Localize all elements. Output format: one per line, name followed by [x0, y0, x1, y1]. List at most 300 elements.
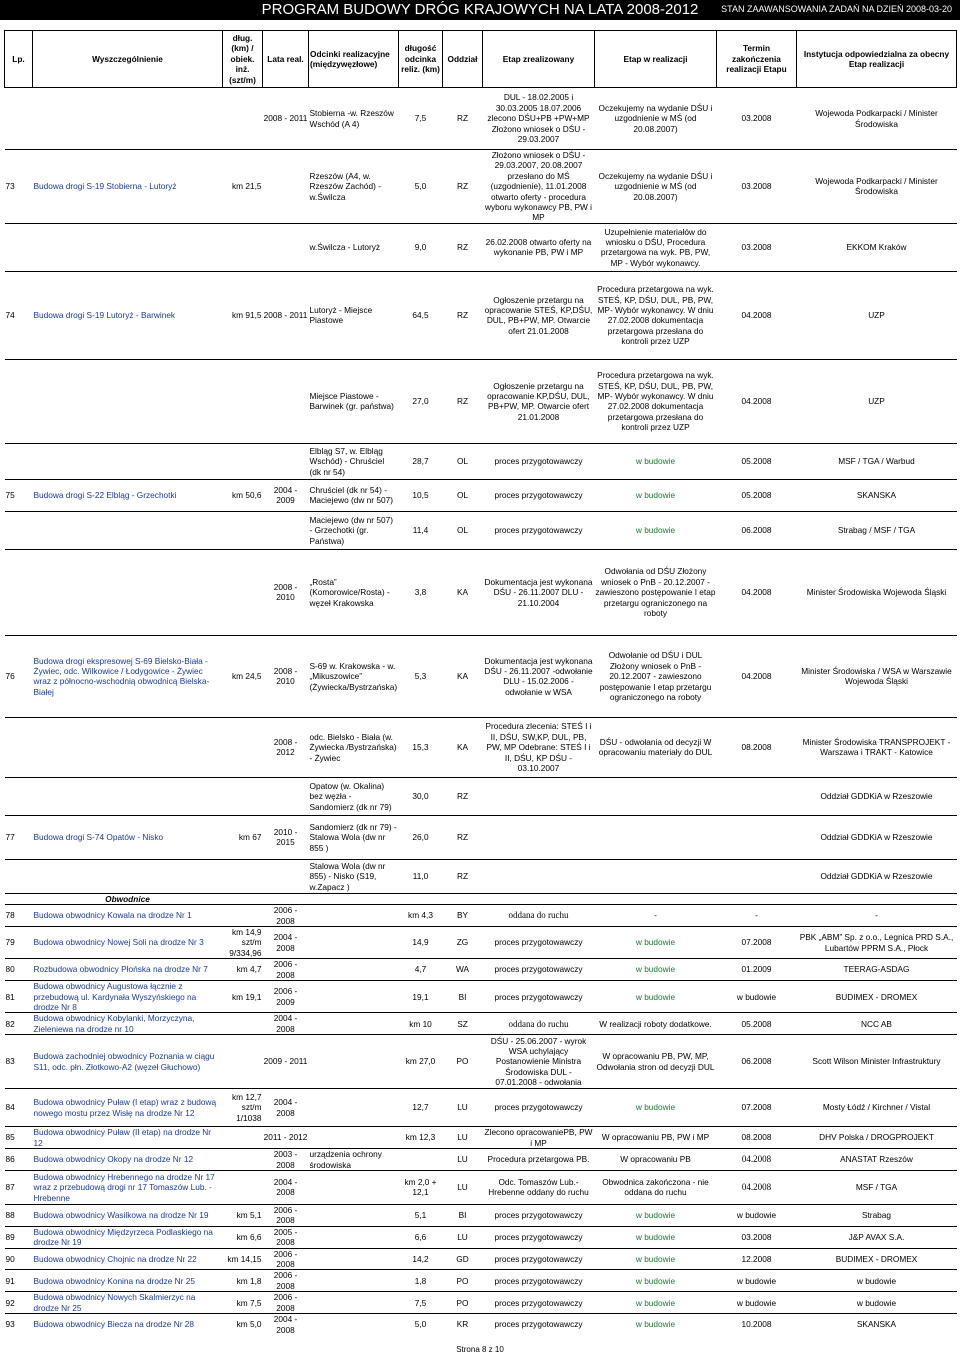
table-row [5, 981, 957, 1013]
cell-branch: KR [443, 1314, 483, 1335]
cell-name [33, 359, 223, 443]
cell-length [223, 717, 263, 777]
cell-length: km 21,5 [223, 150, 263, 224]
table-row [5, 893, 957, 904]
cell-stage-done: Ogłoszenie przetargu na opracowanie KP,DŚU, DUL, PB+PW, MP. Otwarcie ofert 21.01.2008 [483, 359, 595, 443]
cell-deadline: w budowie [717, 1204, 797, 1226]
cell-years [263, 777, 309, 815]
cell-years: 2008 - 2011 [263, 271, 309, 359]
cell-name: Budowa drogi ekspresowej S-69 Bielsko-Biała - Żywiec, odc. Wilkowice / Łodygowice - Żywiec wraz z północno-wschodnią obwodnicą Bielska-Białej [33, 635, 223, 717]
cell-name [33, 511, 223, 549]
table-body [5, 88, 957, 1336]
cell-lp: 83 [5, 1035, 33, 1089]
report-header-bar [0, 0, 960, 20]
cell-deadline: 04.2008 [717, 1149, 797, 1171]
cell-stage-current [595, 815, 717, 859]
cell-deadline: 03.2008 [717, 1226, 797, 1248]
cell-name: Budowa obwodnicy Puław (II etap) na drodze Nr 12 [33, 1127, 223, 1149]
cell-segment: Elbląg S7, w. Elbląg Wschód) - Chruściel (dk nr 54) [309, 443, 399, 479]
cell-years: 2008 - 2011 [263, 88, 309, 150]
cell-stage-current: w budowie [595, 1270, 717, 1292]
cell-name: Budowa obwodnicy Kobylanki, Morzyczyna, Zieleniewa na drodze nr 10 [33, 1013, 223, 1035]
cell-segment-length: 5,0 [399, 1314, 443, 1335]
cell-stage-done: Ogłoszenie przetargu na opracowanie STEŚ, KP,DŚU, DUL, PB+PW, MP. Otwarcie ofert 21.01.2008 [483, 271, 595, 359]
cell-segment [309, 1127, 399, 1149]
cell-stage-current: Uzupełnienie materiałów do wniosku o DŚU, Procedura przetargowa na wyk. PB, PW, MP - Wybór wykonawcy. [595, 223, 717, 271]
cell-stage-done: Dokumentacja jest wykonana DŚU - 26.11.2007 -odwołanie DLU - 15.02.2006 - odwołanie w WSA [483, 635, 595, 717]
table-row [5, 511, 957, 549]
table-row [5, 1089, 957, 1127]
cell-stage-done [483, 815, 595, 859]
cell-segment-length: 26,0 [399, 815, 443, 859]
cell-branch: KA [443, 635, 483, 717]
cell-stage-done: Procedura przetargowa PB. [483, 1149, 595, 1171]
cell-deadline [717, 815, 797, 859]
cell-name: Budowa drogi S-19 Stobierna - Lutoryż [33, 150, 223, 224]
table-row [5, 1170, 957, 1204]
cell-years: 2004 - 2008 [263, 1013, 309, 1035]
cell-segment-length: 4,7 [399, 959, 443, 981]
cell-years: 2006 - 2008 [263, 1248, 309, 1270]
cell-years: 2006 - 2008 [263, 905, 309, 927]
cell-segment-length [399, 1149, 443, 1171]
cell-institution: UZP [797, 359, 957, 443]
cell-segment-length: 14,9 [399, 927, 443, 959]
cell-institution: ANASTAT Rzeszów [797, 1149, 957, 1171]
cell-lp [5, 359, 33, 443]
cell-segment [309, 1204, 399, 1226]
cell-stage-current: w budowie [595, 1292, 717, 1314]
cell-years: 2006 - 2008 [263, 1204, 309, 1226]
cell-length: km 24,5 [223, 635, 263, 717]
cell-deadline: 06.2008 [717, 1035, 797, 1089]
cell-stage-current: w budowie [595, 1204, 717, 1226]
cell-branch: WA [443, 959, 483, 981]
cell-lp: 89 [5, 1226, 33, 1248]
cell-length [223, 549, 263, 635]
cell-stage-done: 26.02.2008 otwarto oferty na wykonanie PB, PW i MP [483, 223, 595, 271]
cell-years: 2008 - 2010 [263, 549, 309, 635]
cell-stage-current: Odwołanie od DŚU i DUL Złożony wniosek o PnB - 20.12.2007 - zawieszono postępowanie I etap przetargu ograniczonego na roboty [595, 635, 717, 717]
cell-branch: RZ [443, 88, 483, 150]
cell-segment-length: 1,8 [399, 1270, 443, 1292]
cell-length: km 14,9 szt/m 9/334,96 [223, 927, 263, 959]
cell-name: Budowa obwodnicy Wasilkowa na drodze Nr 19 [33, 1204, 223, 1226]
cell-branch: LU [443, 1170, 483, 1204]
cell-years [263, 511, 309, 549]
cell-institution: w budowie [797, 1292, 957, 1314]
cell-length [223, 511, 263, 549]
cell-segment: Maciejewo (dw nr 507) - Grzechotki (gr. Państwa) [309, 511, 399, 549]
cell-segment: odc. Bielsko - Biała (w. Żywiecka /Bystrzańska) - Żywiec [309, 717, 399, 777]
table-row [5, 1149, 957, 1171]
cell-years [263, 443, 309, 479]
cell-length: km 14,15 [223, 1248, 263, 1270]
cell-length [223, 859, 263, 893]
cell-stage-current: w budowie [595, 443, 717, 479]
cell-institution: PBK „ABM” Sp. z o.o., Legnica PRD S.A., Lubartów PPRM S.A., Płock [797, 927, 957, 959]
table-row [5, 1035, 957, 1089]
cell-length [223, 1170, 263, 1204]
cell-length [223, 905, 263, 927]
column-header: długość odcinka reliz. (km) [399, 31, 443, 88]
cell-lp [5, 777, 33, 815]
cell-lp: 80 [5, 959, 33, 981]
cell-institution: J&P AVAX S.A. [797, 1226, 957, 1248]
cell-segment-length: 10,5 [399, 479, 443, 511]
cell-deadline: 07.2008 [717, 927, 797, 959]
cell-deadline: 05.2008 [717, 443, 797, 479]
cell-branch: LU [443, 1127, 483, 1149]
cell-deadline: w budowie [717, 1270, 797, 1292]
cell-branch: BY [443, 905, 483, 927]
cell-name: Budowa obwodnicy Konina na drodze Nr 25 [33, 1270, 223, 1292]
cell-length: km 67 [223, 815, 263, 859]
cell-institution: Strabag [797, 1204, 957, 1226]
cell-name [33, 549, 223, 635]
cell-institution: DHV Polska / DROGPROJEKT [797, 1127, 957, 1149]
cell-segment-length: 9,0 [399, 223, 443, 271]
section-label: Obwodnice [33, 893, 223, 904]
cell-name: Budowa obwodnicy Chojnic na drodze Nr 22 [33, 1248, 223, 1270]
cell-deadline: 04.2008 [717, 635, 797, 717]
cell-stage-done: proces przygotowawczy [483, 1226, 595, 1248]
cell-institution: - [797, 905, 957, 927]
cell-segment-length: 5,3 [399, 635, 443, 717]
cell-segment: w.Świlcza - Lutoryż [309, 223, 399, 271]
cell-branch: RZ [443, 359, 483, 443]
cell-deadline: 08.2008 [717, 717, 797, 777]
cell-institution: Oddział GDDKiA w Rzeszowie [797, 859, 957, 893]
cell-years: 2008 - 2010 [263, 635, 309, 717]
cell-segment-length: km 27,0 [399, 1035, 443, 1089]
cell-stage-current: Odwołania od DŚU Złożony wniosek o PnB - 20.12.2007 - zawieszono postępowanie I etap przetargu ograniczonego na roboty [595, 549, 717, 635]
cell-stage-done [483, 859, 595, 893]
cell-lp: 88 [5, 1204, 33, 1226]
cell-stage-current: w budowie [595, 927, 717, 959]
cell-lp [5, 443, 33, 479]
cell-lp [5, 223, 33, 271]
table-row [5, 1127, 957, 1149]
report-status-date: STAN ZAAWANSOWANIA ZADAŃ NA DZIEŃ 2008-03-20 [721, 4, 952, 14]
cell-years: 2011 - 2012 [263, 1127, 309, 1149]
cell-length [223, 777, 263, 815]
cell-branch: BI [443, 1204, 483, 1226]
cell-stage-done: proces przygotowawczy [483, 443, 595, 479]
cell-segment-length: km 4,3 [399, 905, 443, 927]
cell-stage-current: Oczekujemy na wydanie DŚU i uzgodnienie w MŚ (od 20.08.2007) [595, 88, 717, 150]
cell-segment: Opatow (w. Okalina) bez węzła - Sandomierz (dk nr 79) [309, 777, 399, 815]
cell-branch: OL [443, 511, 483, 549]
cell-lp: 76 [5, 635, 33, 717]
cell-deadline: 06.2008 [717, 511, 797, 549]
table-row [5, 1270, 957, 1292]
cell-deadline: 05.2008 [717, 1013, 797, 1035]
table-row [5, 635, 957, 717]
cell-stage-current: w budowie [595, 1089, 717, 1127]
cell-segment: Miejsce Piastowe - Barwinek (gr. państwa) [309, 359, 399, 443]
cell-stage-current: Procedura przetargowa na wyk. STEŚ, KP, DŚU, DUL, PB, PW, MP- Wybór wykonawcy. W dniu 27.02.2008 dokumentacja przetargowa przesłana do kontroli przez UZP [595, 271, 717, 359]
cell-stage-current: Procedura przetargowa na wyk. STEŚ, KP, DŚU, DUL, PB, PW, MP- Wybór wykonawcy. W dniu 27.02.2008 dokumentacja przetargowa przesłana do kontroli przez UZP [595, 359, 717, 443]
cell-stage-done: Złożono wniosek o DŚU - 29.03.2007, 20.08.2007 przesłano do MŚ (uzgodnienie), 11.01.2008 otwarto oferty - procedura wyboru wykonawcy PB, PW i MP [483, 150, 595, 224]
cell-stage-done: DUL - 18.02.2005 i 30.03.2005 18.07.2006 zlecono DŚU+PB +PW+MP Złożono wniosek o DŚU - 29.03.2007 [483, 88, 595, 150]
cell-deadline [717, 859, 797, 893]
cell-lp: 74 [5, 271, 33, 359]
cell-branch: LU [443, 1149, 483, 1171]
cell-lp [5, 717, 33, 777]
cell-stage-current: w budowie [595, 959, 717, 981]
cell-segment: „Rosta” (Komorowice/Rosta) - węzeł Krakowska [309, 549, 399, 635]
table-row [5, 1013, 957, 1035]
cell-years: 2009 - 2011 [263, 1035, 309, 1089]
table-row [5, 1314, 957, 1335]
table-row [5, 359, 957, 443]
cell-segment-length: 15,3 [399, 717, 443, 777]
cell-stage-current: w budowie [595, 479, 717, 511]
cell-segment-length: 12,7 [399, 1089, 443, 1127]
cell-length [223, 1013, 263, 1035]
cell-branch: PO [443, 1270, 483, 1292]
table-row [5, 815, 957, 859]
cell-years: 2004 - 2009 [263, 479, 309, 511]
cell-lp: 77 [5, 815, 33, 859]
cell-segment-length: 19,1 [399, 981, 443, 1013]
cell-deadline: 04.2008 [717, 271, 797, 359]
table-row [5, 549, 957, 635]
cell-stage-current: w budowie [595, 511, 717, 549]
cell-years: 2006 - 2008 [263, 1292, 309, 1314]
cell-lp [5, 859, 33, 893]
cell-institution: BUDIMEX - DROMEX [797, 981, 957, 1013]
cell-branch: RZ [443, 150, 483, 224]
table-row [5, 88, 957, 150]
cell-length: km 19,1 [223, 981, 263, 1013]
cell-name [33, 717, 223, 777]
cell-name: Rozbudowa obwodnicy Płońska na drodze Nr 7 [33, 959, 223, 981]
cell-institution: SKANSKA [797, 1314, 957, 1335]
cell-name: Budowa drogi S-19 Lutoryż - Barwinek [33, 271, 223, 359]
cell-name: Budowa obwodnicy Kowala na drodze Nr 1 [33, 905, 223, 927]
cell-segment [309, 981, 399, 1013]
cell-name [33, 859, 223, 893]
cell-stage-done: proces przygotowawczy [483, 1248, 595, 1270]
cell-name: Budowa obwodnicy Puław (I etap) wraz z budową nowego mostu przez Wisłę na drodze Nr 12 [33, 1089, 223, 1127]
cell-name: Budowa obwodnicy Nowej Soli na drodze Nr 3 [33, 927, 223, 959]
cell-name: Budowa obwodnicy Nowych Skalmierzyc na drodze Nr 25 [33, 1292, 223, 1314]
cell-segment-length: 30,0 [399, 777, 443, 815]
cell-lp: 73 [5, 150, 33, 224]
cell-segment [309, 905, 399, 927]
cell-stage-current [595, 859, 717, 893]
cell-stage-current: W realizacji roboty dodatkowe. [595, 1013, 717, 1035]
cell-branch: PO [443, 1035, 483, 1089]
cell-institution: Minister Środowiska Wojewoda Śląski [797, 549, 957, 635]
cell-institution: Wojewoda Podkarpacki / Minister Środowiska [797, 88, 957, 150]
column-header: Odcinki realizacyjne (międzywęzłowe) [309, 31, 399, 88]
cell-length [223, 1149, 263, 1171]
cell-lp: 81 [5, 981, 33, 1013]
cell-name: Budowa zachodniej obwodnicy Poznania w ciągu S11, odc. płn. Złotkowo-A2 (węzeł Głuchowo) [33, 1035, 223, 1089]
cell-stage-current: - [595, 905, 717, 927]
cell-institution: UZP [797, 271, 957, 359]
cell-segment-length: km 10 [399, 1013, 443, 1035]
cell-branch: LU [443, 1226, 483, 1248]
cell-length: km 5,0 [223, 1314, 263, 1335]
cell-years [263, 359, 309, 443]
cell-stage-current: Oczekujemy na wydanie DŚU i uzgodnienie w MŚ (od 20.08.2007) [595, 150, 717, 224]
cell-institution: Scott Wilson Minister Infrastruktury [797, 1035, 957, 1089]
cell-institution: NCC AB [797, 1013, 957, 1035]
cell-years [263, 859, 309, 893]
column-header: Instytucja odpowiedzialna za obecny Etap realizacji [797, 31, 957, 88]
cell-deadline: 03.2008 [717, 150, 797, 224]
table-row [5, 271, 957, 359]
cell-length [223, 443, 263, 479]
cell-segment-length: 11,0 [399, 859, 443, 893]
cell-branch: RZ [443, 815, 483, 859]
cell-length [223, 223, 263, 271]
cell-stage-done: proces przygotowawczy [483, 981, 595, 1013]
cell-institution: Minister Środowiska / WSA w Warszawie Wojewoda Śląski [797, 635, 957, 717]
cell-institution: MSF / TGA [797, 1170, 957, 1204]
column-header: Wyszczególnienie [33, 31, 223, 88]
cell-years: 2005 - 2008 [263, 1226, 309, 1248]
cell-years: 2004 - 2008 [263, 927, 309, 959]
column-header: dług. (km) / obiek. inż. (szt/m) [223, 31, 263, 88]
cell-segment: urządzenia ochrony środowiska [309, 1149, 399, 1171]
cell-name [33, 777, 223, 815]
column-header: Termin zakończenia realizacji Etapu [717, 31, 797, 88]
cell-lp: 91 [5, 1270, 33, 1292]
cell-years: 2003 - 2008 [263, 1149, 309, 1171]
cell-institution: Mosty Łódź / Kirchner / Vistal [797, 1089, 957, 1127]
table-header-row [5, 31, 957, 88]
cell-segment [309, 1292, 399, 1314]
cell-stage-current: W opracowaniu PB, PW i MP [595, 1127, 717, 1149]
cell-stage-current: w budowie [595, 1248, 717, 1270]
cell-stage-done: proces przygotowawczy [483, 1204, 595, 1226]
cell-deadline: w budowie [717, 1292, 797, 1314]
cell-segment [309, 959, 399, 981]
cell-name: Budowa obwodnicy Biecza na drodze Nr 28 [33, 1314, 223, 1335]
cell-name [33, 223, 223, 271]
cell-segment-length: 7,5 [399, 88, 443, 150]
cell-deadline: 03.2008 [717, 223, 797, 271]
cell-stage-done: Odc. Tomaszów Lub.- Hrebenne oddany do ruchu [483, 1170, 595, 1204]
cell-segment: Rzeszów (A4, w. Rzeszów Zachód) - w.Świlcza [309, 150, 399, 224]
cell-segment [309, 1035, 399, 1089]
road-program-table [4, 30, 957, 1335]
cell-deadline: 01.2009 [717, 959, 797, 981]
cell-institution: SKANSKA [797, 479, 957, 511]
cell-segment-length: 28,7 [399, 443, 443, 479]
table-row [5, 1226, 957, 1248]
cell-segment [309, 1089, 399, 1127]
cell-name: Budowa obwodnicy Hrebennego na drodze Nr 17 wraz z przebudową drogi nr 17 Tomaszów Lub. - Hrebenne [33, 1170, 223, 1204]
cell-branch: LU [443, 1089, 483, 1127]
cell-length: km 12,7 szt/m 1/1038 [223, 1089, 263, 1127]
cell-lp: 78 [5, 905, 33, 927]
section-filler [223, 893, 957, 904]
cell-institution: w budowie [797, 1270, 957, 1292]
cell-name: Budowa obwodnicy Augustowa łącznie z przebudową ul. Kardynała Wyszyńskiego na drodze Nr 8 [33, 981, 223, 1013]
column-header: Lata real. [263, 31, 309, 88]
cell-branch: SZ [443, 1013, 483, 1035]
table-row [5, 150, 957, 224]
cell-deadline: w budowie [717, 981, 797, 1013]
cell-length: km 1,8 [223, 1270, 263, 1292]
cell-institution: Oddział GDDKiA w Rzeszowie [797, 815, 957, 859]
cell-years: 2004 - 2008 [263, 1170, 309, 1204]
cell-lp: 93 [5, 1314, 33, 1335]
cell-lp: 79 [5, 927, 33, 959]
cell-segment [309, 1170, 399, 1204]
cell-deadline [717, 777, 797, 815]
cell-segment-length: 11,4 [399, 511, 443, 549]
cell-years: 2010 - 2015 [263, 815, 309, 859]
cell-name: Budowa obwodnicy Okopy na drodze Nr 12 [33, 1149, 223, 1171]
cell-lp: 86 [5, 1149, 33, 1171]
cell-deadline: 03.2008 [717, 88, 797, 150]
cell-branch: RZ [443, 859, 483, 893]
cell-branch: GD [443, 1248, 483, 1270]
cell-stage-done: proces przygotowawczy [483, 927, 595, 959]
cell-segment-length: 64,5 [399, 271, 443, 359]
cell-stage-current: w budowie [595, 1314, 717, 1335]
table-row [5, 223, 957, 271]
cell-years [263, 150, 309, 224]
cell-deadline: 12.2008 [717, 1248, 797, 1270]
cell-segment: S-69 w. Krakowska - w. „Mikuszowice” (Żywiecka/Bystrzańska) [309, 635, 399, 717]
cell-years: 2004 - 2008 [263, 1089, 309, 1127]
cell-stage-done: proces przygotowawczy [483, 511, 595, 549]
table-row [5, 959, 957, 981]
table-row [5, 859, 957, 893]
cell-institution: Minister Środowiska TRANSPROJEKT - Warszawa i TRAKT - Katowice [797, 717, 957, 777]
report-title: PROGRAM BUDOWY DRÓG KRAJOWYCH NA LATA 2008-2012 [261, 1, 699, 18]
cell-deadline: 10.2008 [717, 1314, 797, 1335]
cell-years: 2006 - 2008 [263, 959, 309, 981]
table-row [5, 1204, 957, 1226]
cell-deadline: - [717, 905, 797, 927]
cell-stage-done: Zlecono opracowaniePB, PW i MP [483, 1127, 595, 1149]
cell-stage-current: W opracowaniu PB [595, 1149, 717, 1171]
cell-segment: Chruściel (dk nr 54) - Maciejewo (dw nr 507) [309, 479, 399, 511]
cell-segment-length: 14,2 [399, 1248, 443, 1270]
cell-branch: PO [443, 1292, 483, 1314]
cell-length: km 91,5 [223, 271, 263, 359]
cell-stage-done: oddana do ruchu [483, 1013, 595, 1035]
cell-stage-done: DŚU - 25.06.2007 - wyrok WSA uchylający Postanowienie Ministra Środowiska DUL - 07.01.2008 - odwołania [483, 1035, 595, 1089]
cell-branch: KA [443, 717, 483, 777]
cell-stage-done: Procedura zlecenia: STEŚ I i II, DŚU, SW,KP, DUL, PB, PW, MP Odebrane: STEŚ I i II, DŚU, KP DŚU - 03.10.2007 [483, 717, 595, 777]
cell-lp [5, 511, 33, 549]
cell-length: km 5,1 [223, 1204, 263, 1226]
cell-deadline: 05.2008 [717, 479, 797, 511]
cell-branch: RZ [443, 223, 483, 271]
cell-name: Budowa obwodnicy Międzyrzeca Podlaskiego na drodze Nr 19 [33, 1226, 223, 1248]
cell-segment [309, 1270, 399, 1292]
cell-segment [309, 1314, 399, 1335]
cell-years [263, 223, 309, 271]
cell-segment [309, 927, 399, 959]
cell-stage-current [595, 777, 717, 815]
cell-years: 2004 - 2008 [263, 1314, 309, 1335]
cell-stage-done: Dokumentacja jest wykonana DŚU - 26.11.2007 DLU - 21.10.2004 [483, 549, 595, 635]
cell-segment-length: 5,1 [399, 1204, 443, 1226]
cell-stage-done: oddana do ruchu [483, 905, 595, 927]
cell-stage-done: proces przygotowawczy [483, 1270, 595, 1292]
